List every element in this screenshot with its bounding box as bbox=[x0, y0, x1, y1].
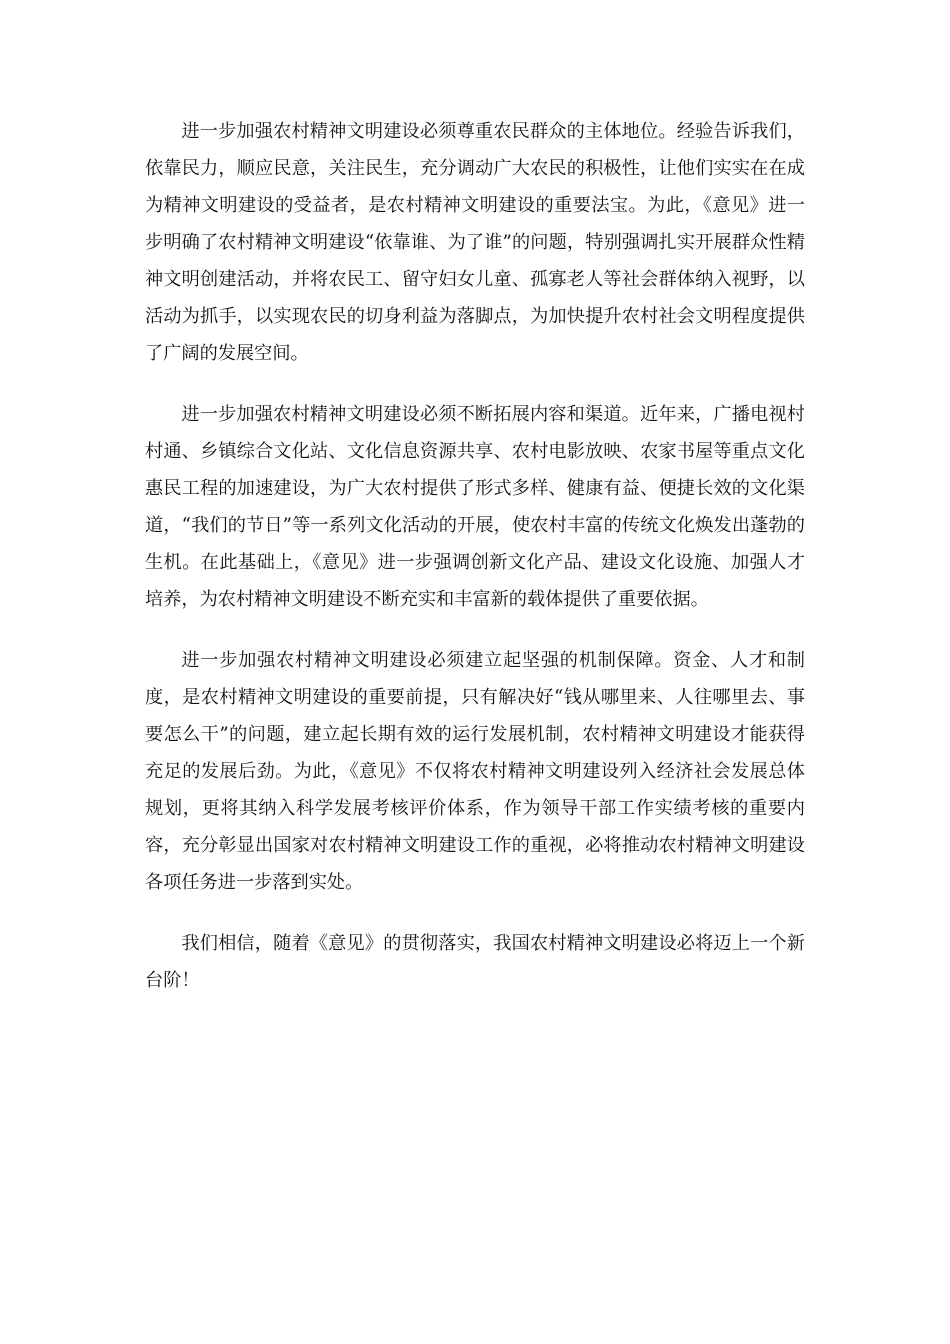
paragraph-expand-content: 进一步加强农村精神文明建设必须不断拓展内容和渠道。近年来，广播电视村村通、乡镇综合文化站、文化信息资源共享、农村电影放映、农家书屋等重点文化惠民工程的加速建设，为广大农村提供了形式多样、健康有益、便捷长效的文化渠道，“我们的节日”等一系列文化活动的开展，使农村丰富的传统文化焕发出蓬勃的生机。在此基础上，《意见》进一步强调创新文化产品、建设文化设施、加强人才培养，为农村精神文明建设不断充实和丰富新的载体提供了重要依据。 bbox=[145, 404, 805, 610]
paragraph-respect-farmers: 进一步加强农村精神文明建设必须尊重农民群众的主体地位。经验告诉我们，依靠民力，顺应民意，关注民生，充分调动广大农民的积极性，让他们实实在在成为精神文明建设的受益者，是农村精神文明建设的重要法宝。为此，《意见》进一步明确了农村精神文明建设“依靠谁、为了谁”的问题，特别强调扎实开展群众性精神文明创建活动，并将农民工、留守妇女儿童、孤寡老人等社会群体纳入视野，以活动为抓手，以实现农民的切身利益为落脚点，为加快提升农村社会文明程度提供了广阔的发展空间。 bbox=[145, 121, 805, 364]
paragraph-conclusion: 我们相信，随着《意见》的贯彻落实，我国农村精神文明建设必将迈上一个新台阶！ bbox=[145, 933, 805, 991]
paragraph-mechanism-guarantee: 进一步加强农村精神文明建设必须建立起坚强的机制保障。资金、人才和制度，是农村精神文明建设的重要前提，只有解决好“钱从哪里来、人往哪里去、事要怎么干”的问题，建立起长期有效的运行发展机制，农村精神文明建设才能获得充足的发展后劲。为此，《意见》不仅将农村精神文明建设列入经济社会发展总体规划，更将其纳入科学发展考核评价体系，作为领导干部工作实绩考核的重要内容，充分彰显出国家对农村精神文明建设工作的重视，必将推动农村精神文明建设各项任务进一步落到实处。 bbox=[145, 650, 805, 893]
document-body bbox=[145, 113, 805, 1023]
